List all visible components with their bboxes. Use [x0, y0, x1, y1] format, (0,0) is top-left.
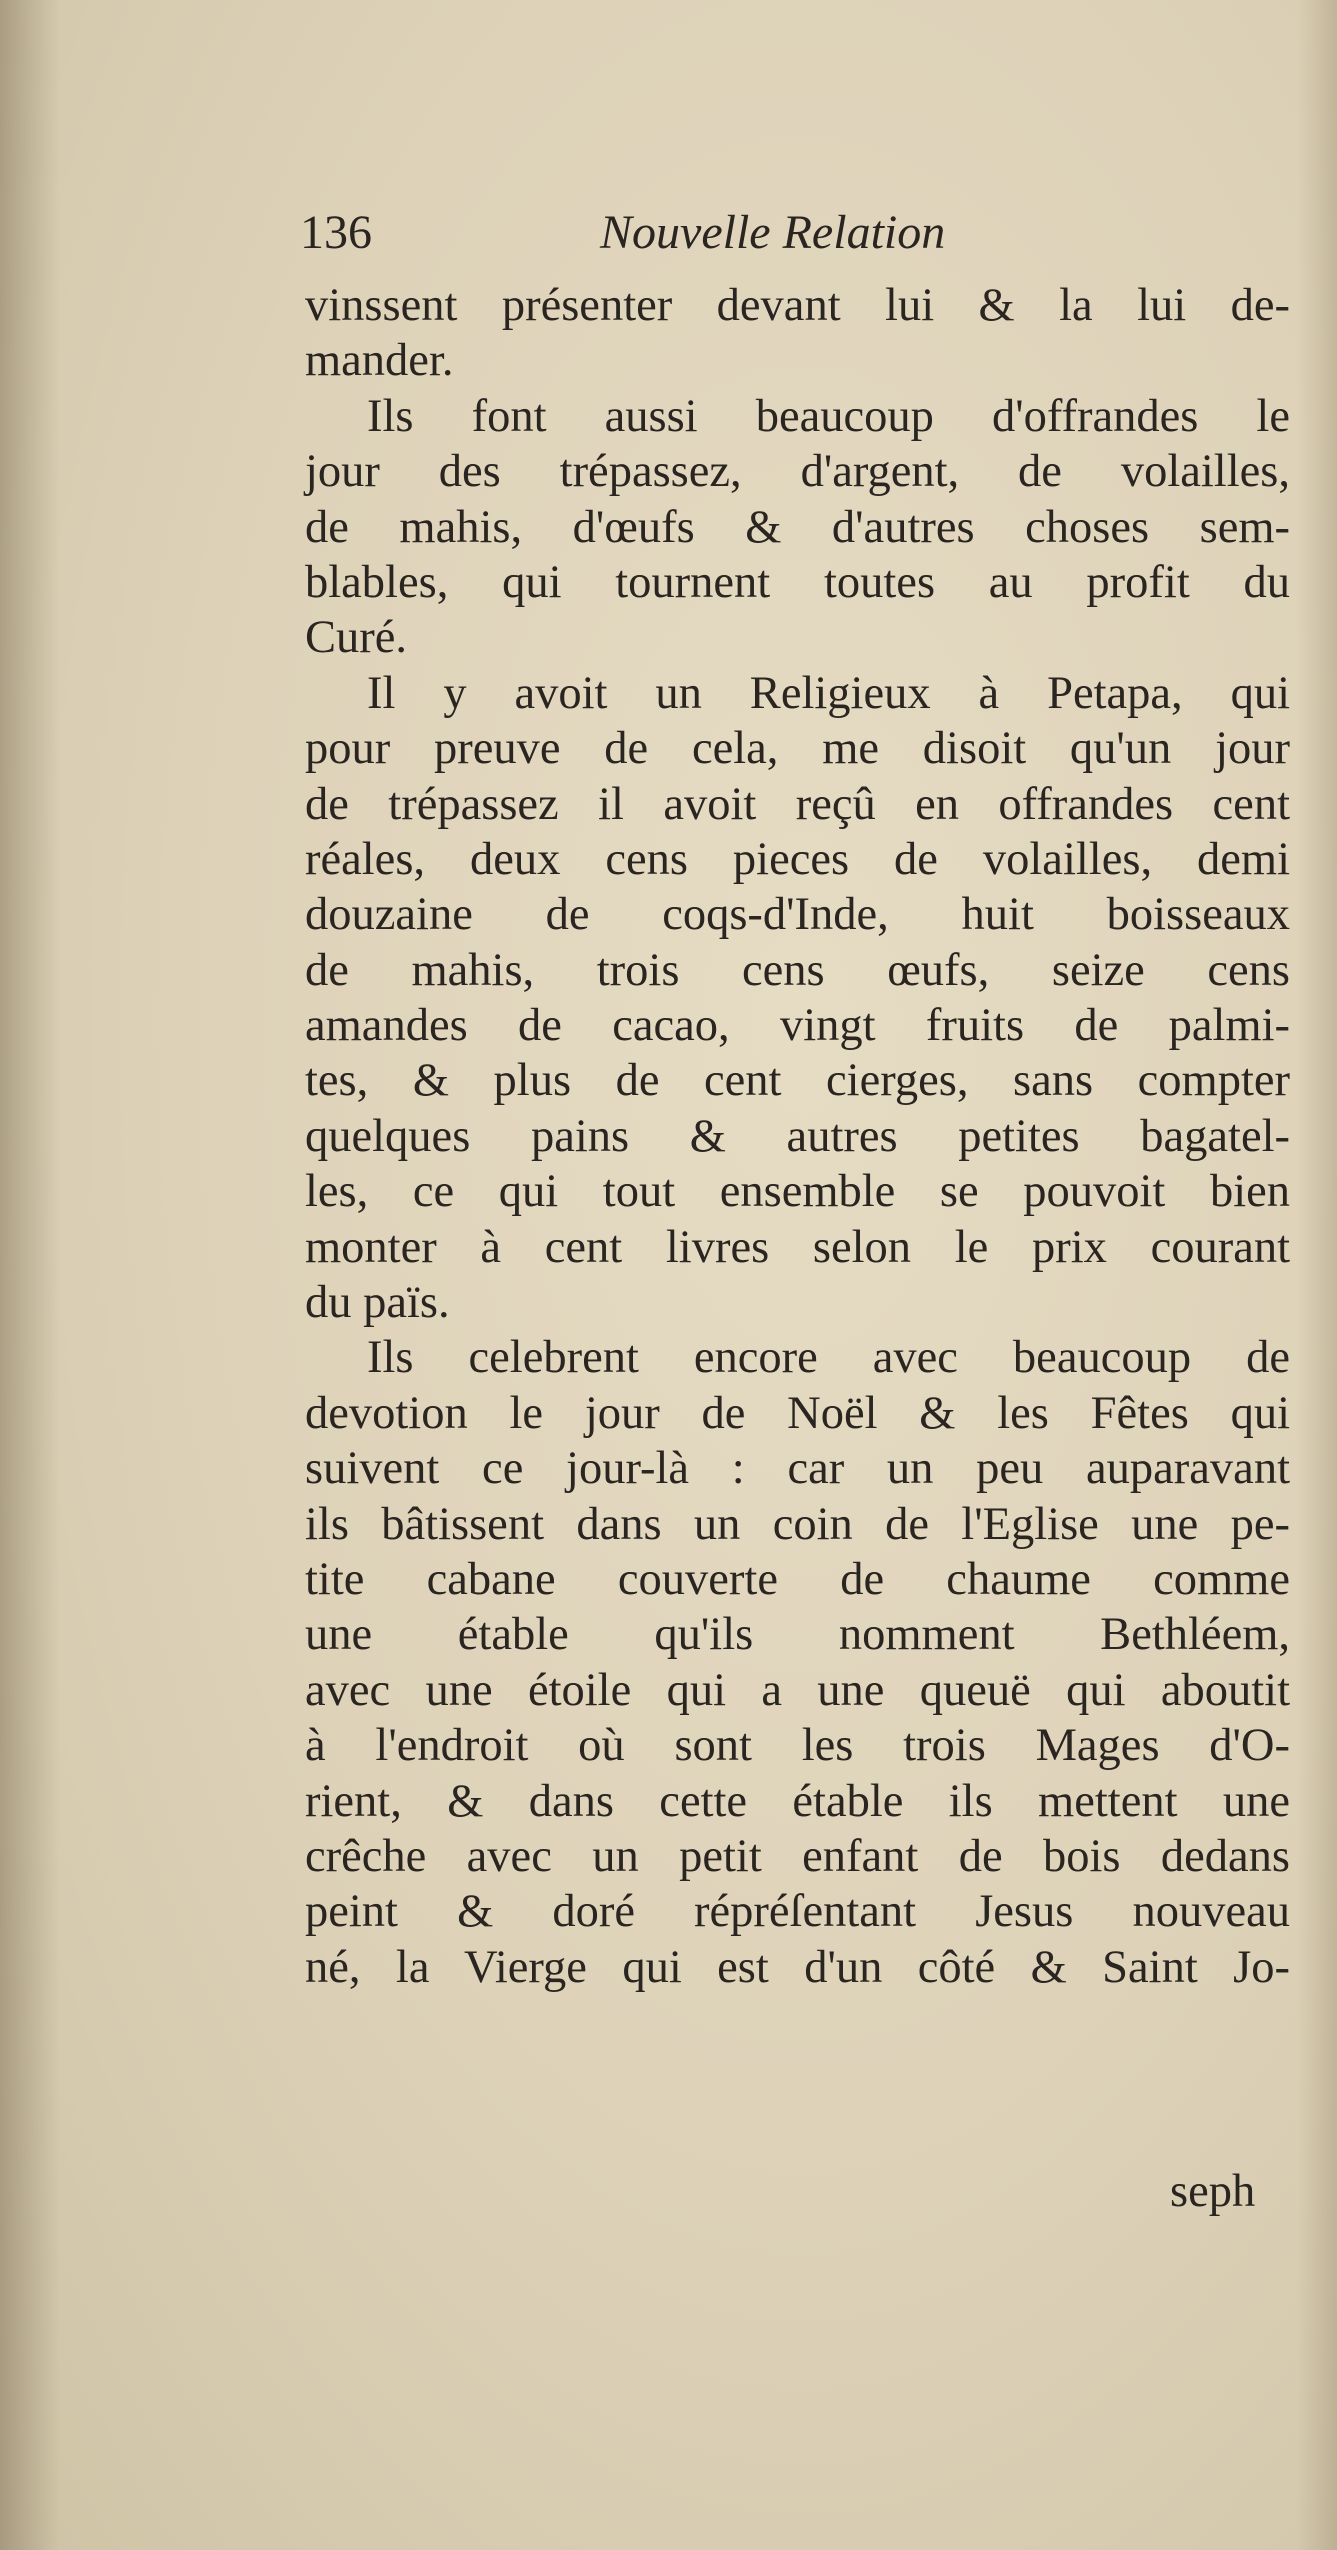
- running-header: [300, 205, 1060, 275]
- text-line: de mahis, trois cens œufs, seize cens: [305, 944, 1290, 996]
- text-line: vinssent présenter devant lui & la lui de-: [305, 280, 1290, 331]
- text-line: avec une étoile qui a une queuë qui aboutit: [305, 1664, 1290, 1716]
- page-edge: [1297, 0, 1337, 2550]
- running-title: Nouvelle Relation: [600, 206, 946, 259]
- text-line: du païs.: [305, 1277, 450, 1329]
- text-line: de trépassez il avoit reçû en offrandes cent: [305, 778, 1290, 830]
- text-line: Curé.: [305, 612, 408, 664]
- text-line: jour des trépassez, d'argent, de volailles,: [305, 446, 1290, 498]
- text-line: devotion le jour de Noël & les Fêtes qui: [305, 1387, 1290, 1439]
- page-number: 136: [300, 206, 372, 259]
- text-line: né, la Vierge qui est d'un côté & Saint Jo-: [305, 1941, 1290, 1993]
- gutter-shadow: [0, 0, 60, 2550]
- text-line: de mahis, d'œufs & d'autres choses sem-: [305, 501, 1290, 553]
- text-line: tes, & plus de cent cierges, sans compter: [305, 1055, 1290, 1107]
- text-line: pour preuve de cela, me disoit qu'un jour: [305, 723, 1290, 775]
- text-line: rient, & dans cette étable ils mettent une: [305, 1775, 1290, 1827]
- text-line: suivent ce jour-là : car un peu auparavant: [305, 1443, 1290, 1495]
- text-line: à l'endroit où sont les trois Mages d'O-: [305, 1720, 1290, 1772]
- text-line: Il y avoit un Religieux à Petapa, qui: [367, 667, 1290, 719]
- text-line: Ils celebrent encore avec beaucoup de: [367, 1332, 1290, 1384]
- text-line: crêche avec un petit enfant de bois dedans: [305, 1830, 1290, 1882]
- text-line: mander.: [305, 335, 454, 387]
- catchword: seph: [1170, 2166, 1256, 2217]
- text-line: monter à cent livres selon le prix courant: [305, 1221, 1290, 1273]
- text-line: blables, qui tournent toutes au profit du: [305, 556, 1290, 608]
- text-line: réales, deux cens pieces de volailles, demi: [305, 833, 1290, 885]
- text-line: tite cabane couverte de chaume comme: [305, 1553, 1290, 1605]
- text-line: ils bâtissent dans un coin de l'Eglise une pe-: [305, 1498, 1290, 1550]
- text-line: peint & doré répréſentant Jesus nouveau: [305, 1886, 1290, 1938]
- text-line: Ils font aussi beaucoup d'offrandes le: [367, 390, 1290, 442]
- body-text: [305, 278, 1290, 1995]
- text-line: quelques pains & autres petites bagatel-: [305, 1110, 1290, 1162]
- text-line: les, ce qui tout ensemble se pouvoit bien: [305, 1166, 1290, 1218]
- text-line: une étable qu'ils nomment Bethléem,: [305, 1609, 1290, 1661]
- text-line: amandes de cacao, vingt fruits de palmi-: [305, 1000, 1290, 1052]
- text-line: douzaine de coqs-d'Inde, huit boisseaux: [305, 889, 1290, 941]
